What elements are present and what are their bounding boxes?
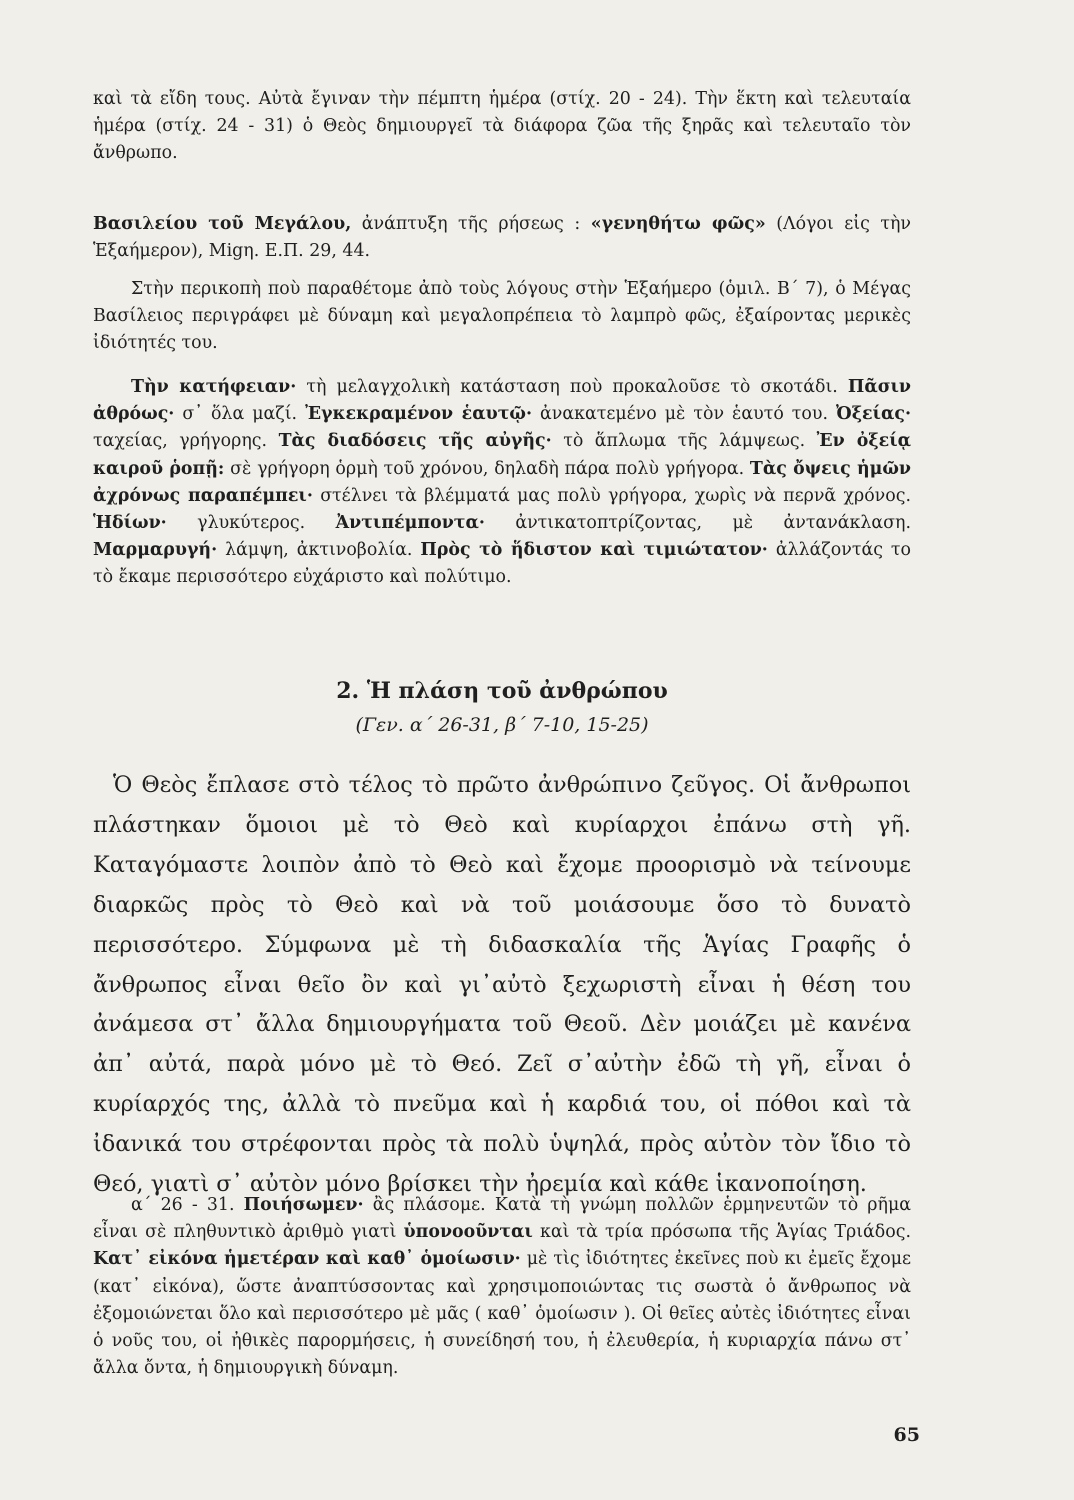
verse-note-text: α´ 26 - 31. Ποιήσωμεν· ἂς πλάσομε. Κατὰ τὴ γνώμη πολλῶν ἑρμηνευτῶν τὸ ρῆμα εἶναι σὲ πληθυντικὸ ἀριθμὸ γιατὶ ὑπονοοῦνται καὶ τὰ τρία πρόσωπα τῆς Ἁγίας Τριάδος. Κατ᾽ εἰκόνα ἡμετέραν καὶ καθ᾽ ὁμοίωσιν· μὲ τὶς ἰδιότητες ἐκεῖνες ποὺ κι ἐμεῖς ἔχομε (κατ᾽ εἰκόνα), ὥστε ἀναπτύσσοντας καὶ χρησιμοποιώντας τις σωστὰ ὁ ἄνθρωπος νὰ ἐξομοιώνεται ὅλο καὶ περισσότερο μὲ μᾶς ( καθ᾽ ὁμοίωσιν ). Οἱ θεῖες αὐτὲς ἰδιότητες εἶναι ὁ νοῦς του, οἱ ἠθικὲς παρορμήσεις, ἡ συνείδησή του, ἡ ἐλευθερία, ἡ κυριαρχία πάνω στ᾽ ἄλλα ὄντα, ἡ δημιουργικὴ δύναμη. — [93, 1195, 912, 1379]
source-citation — [93, 211, 911, 265]
source-citation-text: Βασιλείου τοῦ Μεγάλου, ἀνάπτυξη τῆς ρήσεως : «γενηθήτω φῶς» (Λόγοι εἰς τὴν Ἑξαήμερον), Migη. Ε.Π. 29, 44. — [93, 214, 911, 262]
author-name: Βασιλείου τοῦ Μεγάλου, — [93, 214, 352, 234]
commentary-paragraph — [93, 276, 911, 358]
glossary-text: Τὴν κατήφειαν· τὴ μελαγχολικὴ κατάσταση ποὺ προκαλοῦσε τὸ σκοτάδι. Πᾶσιν ἀθρόως· σ᾽ ὅλα μαζί. Ἐγκεκραμένον ἑαυτῷ· ἀνακατεμένο μὲ τὸν ἑαυτό του. Ὀξείας· ταχείας, γρήγορης. Τὰς διαδόσεις τῆς αὐγῆς· τὸ ἅπλωμα τῆς λάμψεως. Ἐν ὀξείᾳ καιροῦ ῥοπῇ: σὲ γρήγορη ὁρμὴ τοῦ χρόνου, δηλαδὴ πάρα πολὺ γρήγορα. Τὰς ὄψεις ἡμῶν ἀχρόνως παραπέμπει· στέλνει τὰ βλέμματά μας πολὺ γρήγορα, χωρὶς νὰ περνᾶ χρόνος. Ἡδίων· γλυκύτερος. Ἀντιπέμποντα· ἀντικατοπτρίζοντας, μὲ ἀντανάκλαση. Μαρμαρυγή· λάμψη, ἀκτινοβολία. Πρὸς τὸ ἥδιστον καὶ τιμιώτατον· ἀλλάζοντάς το τὸ ἔκαμε περισσότερο εὐχάριστο καὶ πολύτιμο. — [93, 377, 912, 588]
glossary-paragraph — [93, 374, 911, 592]
page-number: 65 — [893, 1424, 920, 1446]
commentary-text: Στὴν περικοπὴ ποὺ παραθέτομε ἀπὸ τοὺς λόγους στὴν Ἑξαήμερο (ὁμιλ. Β´ 7), ὁ Μέγας Βασίλειος περιγράφει μὲ δύναμη καὶ μεγαλοπρέπεια τὸ λαμπρὸ φῶς, ἐξαίροντας μερικὲς ἰδιότητές του. — [93, 279, 911, 354]
section-title: 2. Ἡ πλάση τοῦ ἀνθρώπου — [336, 678, 668, 704]
section-reference: (Γεν. α´ 26-31, β´ 7-10, 15-25) — [355, 714, 649, 736]
verse-note — [93, 1192, 911, 1382]
intro-paragraph — [93, 86, 911, 168]
intro-text: καὶ τὰ εἴδη τους. Αὐτὰ ἔγιναν τὴν πέμπτη ἡμέρα (στίχ. 20 - 24). Τὴν ἕκτη καὶ τελευταία ἡμέρα (στίχ. 24 - 31) ὁ Θεὸς δημιουργεῖ τὰ διάφορα ζῶα τῆς ξηρᾶς καὶ τελευταῖο τὸν ἄνθρωπο. — [93, 89, 911, 164]
main-paragraph — [93, 766, 911, 1205]
quote-phrase: «γενηθήτω φῶς» — [590, 214, 766, 234]
main-paragraph-text: Ὁ Θεὸς ἔπλασε στὸ τέλος τὸ πρῶτο ἀνθρώπινο ζεῦγος. Οἱ ἄνθρωποι πλάστηκαν ὅμοιοι μὲ τὸ Θεὸ καὶ κυρίαρχοι ἐπάνω στὴ γῆ. Καταγόμαστε λοιπὸν ἀπὸ τὸ Θεὸ καὶ ἔχομε προορισμὸ νὰ τείνουμε διαρκῶς πρὸς τὸ Θεὸ καὶ νὰ τοῦ μοιάσουμε ὅσο τὸ δυνατὸ περισσότερο. Σύμφωνα μὲ τὴ διδασκαλία τῆς Ἁγίας Γραφῆς ὁ ἄνθρωπος εἶναι θεῖο ὂν καὶ γι᾽αὐτὸ ξεχωριστὴ εἶναι ἡ θέση του ἀνάμεσα στ᾽ ἄλλα δημιουργήματα τοῦ Θεοῦ. Δὲν μοιάζει μὲ κανένα ἀπ᾽ αὐτά, παρὰ μόνο μὲ τὸ Θεό. Ζεῖ σ᾽αὐτὴν ἐδῶ τὴ γῆ, εἶναι ὁ κυρίαρχός της, ἀλλὰ τὸ πνεῦμα καὶ ἡ καρδιά του, οἱ πόθοι καὶ τὰ ἰδανικά του στρέφονται πρὸς τὰ πολὺ ὑψηλά, πρὸς αὐτὸν τὸν ἴδιο τὸ Θεό, γιατὶ σ᾽ αὐτὸν μόνο βρίσκει τὴν ἠρεμία καὶ κάθε ἱκανοποίηση. — [93, 772, 911, 1198]
section-heading — [93, 674, 911, 742]
